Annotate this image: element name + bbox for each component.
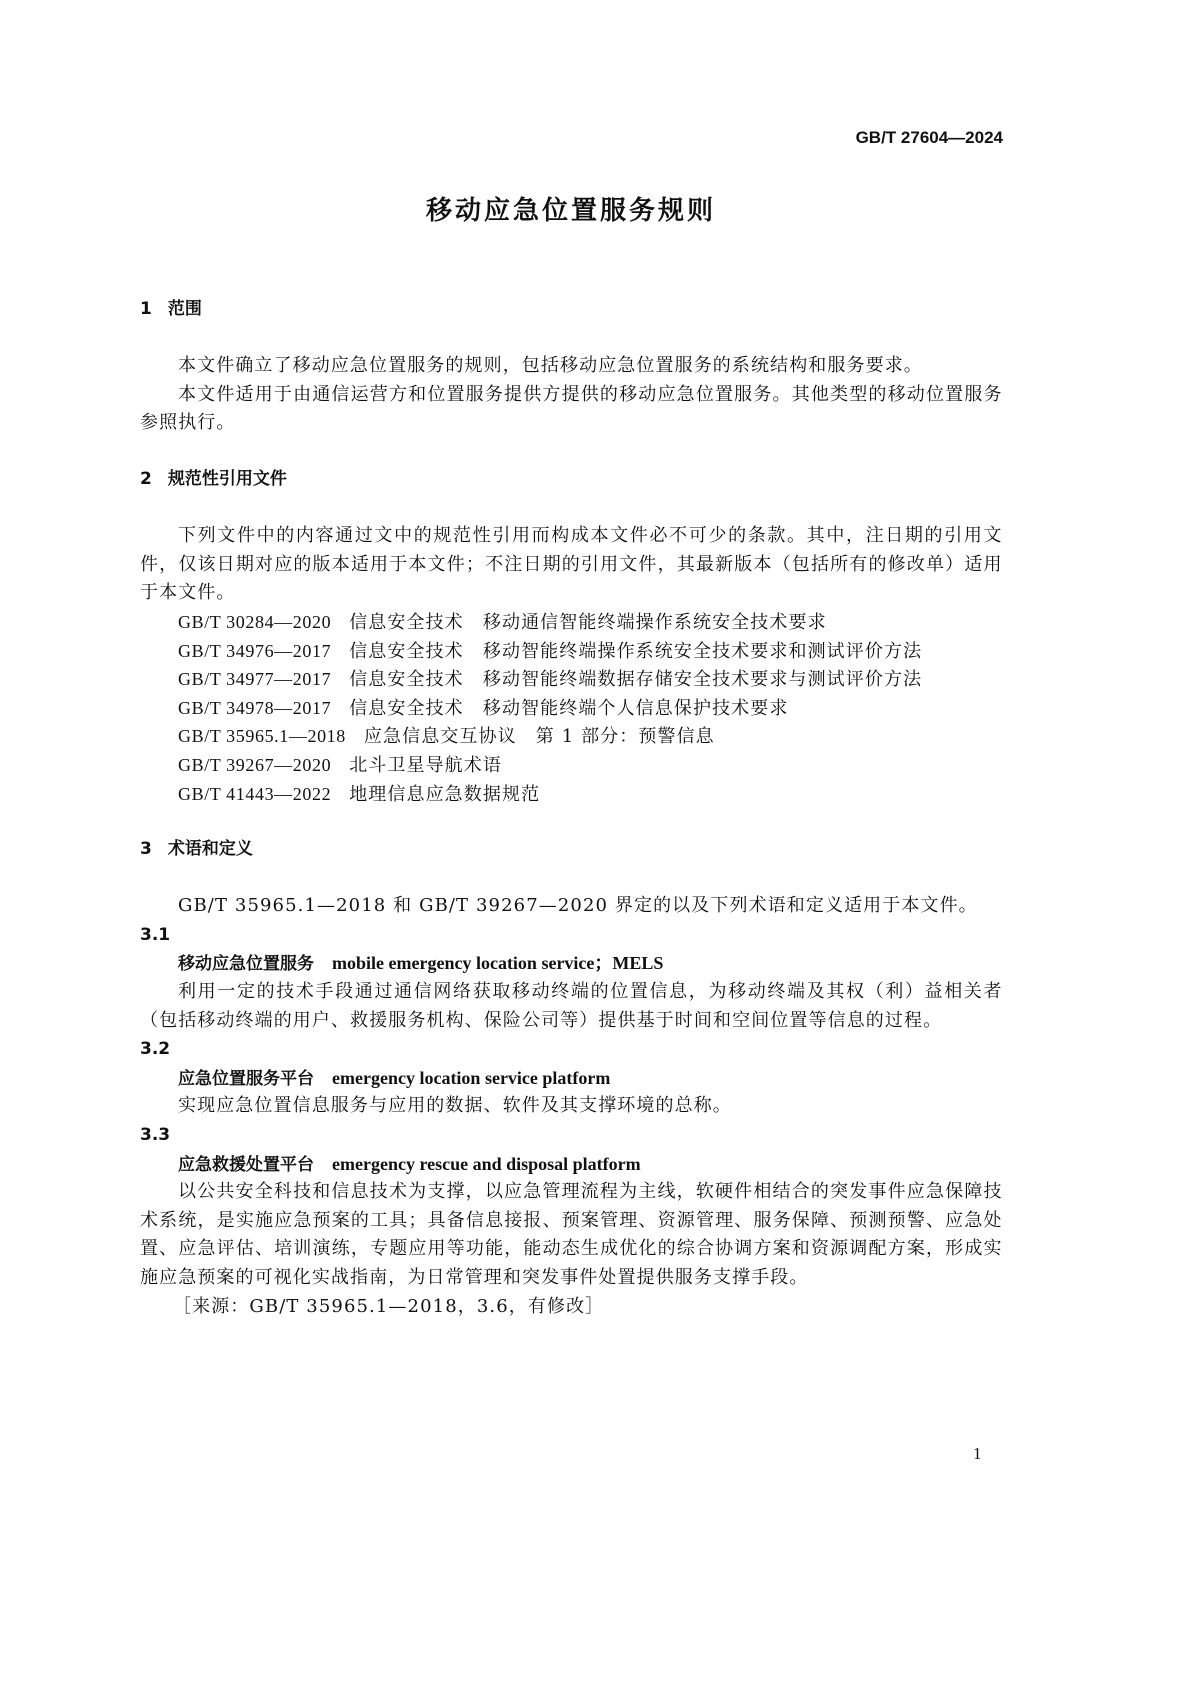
definition-line: 施应急预案的可视化实战指南，为日常管理和突发事件处置提供服务支撑手段。 [140, 1267, 809, 1288]
section-heading-normative-references [140, 465, 1002, 494]
reference-item [140, 637, 1002, 666]
reference-title: 信息安全技术 移动智能终端操作系统安全技术要求和测试评价方法 [349, 640, 923, 662]
reference-title: 地理信息应急数据规范 [349, 783, 541, 805]
paragraph-line: 下列文件中的内容通过文中的规范性引用而构成本文件必不可少的条款。其中，注日期的引用文 [178, 525, 1002, 547]
paragraph-line: 本文件适用于由通信运营方和位置服务提供方提供的移动应急位置服务。其他类型的移动位置服务 [178, 383, 1002, 405]
reference-code: GB/T 34978—2017 [178, 697, 332, 718]
clause-number: 3.2 [140, 1039, 171, 1060]
reference-code: GB/T 34976—2017 [178, 640, 332, 661]
reference-title: 信息安全技术 移动通信智能终端操作系统安全技术要求 [349, 611, 827, 633]
definition-line: （包括移动终端的用户、救援服务机构、保险公司等）提供基于时间和空间位置等信息的过程。 [140, 1009, 943, 1031]
reference-item [140, 608, 1002, 637]
clause-number: 3.1 [140, 924, 171, 945]
definition-source: ［来源：GB/T 35965.1—2018，3.6，有修改］ [173, 1295, 605, 1317]
reference-item [140, 722, 1002, 751]
definition-line: 利用一定的技术手段通过通信网络获取移动终端的位置信息，为移动终端及其权（利）益相关者 [178, 981, 1002, 1003]
term-english: emergency rescue and disposal platform [332, 1153, 641, 1174]
paragraph-line: 参照执行。 [140, 412, 236, 434]
reference-code: GB/T 39267—2020 [178, 754, 332, 775]
reference-code: GB/T 35965.1—2018 [178, 726, 346, 747]
term-entry [140, 949, 1002, 978]
term-english: mobile emergency location service；MELS [332, 953, 664, 974]
definition-line: 以公共安全科技和信息技术为支撑，以应急管理流程为主线，软硬件相结合的突发事件应急保障技 [178, 1181, 1002, 1203]
term-english: emergency location service platform [332, 1067, 611, 1088]
reference-code: GB/T 34977—2017 [178, 669, 332, 690]
reference-item [140, 665, 1002, 694]
clause-number: 3.3 [140, 1125, 171, 1146]
section-number: 2 [140, 468, 152, 489]
document-body [140, 295, 1002, 1321]
document-title: 移动应急位置服务规则 [425, 196, 716, 226]
section-number: 1 [140, 299, 152, 319]
section-title: 范围 [167, 299, 202, 319]
term-entry [140, 1150, 1002, 1179]
reference-title: 应急信息交互协议 第 1 部分：预警信息 [363, 726, 715, 748]
reference-code: GB/T 30284—2020 [178, 611, 332, 632]
paragraph-line: 本文件确立了移动应急位置服务的规则，包括移动应急位置服务的系统结构和服务要求。 [178, 355, 923, 377]
term-entry [140, 1064, 1002, 1093]
section-number: 3 [140, 839, 152, 860]
reference-code: GB/T 41443—2022 [178, 783, 332, 804]
section-heading-terms [140, 835, 1002, 864]
definition-line: 实现应急位置信息服务与应用的数据、软件及其支撑环境的总称。 [178, 1095, 732, 1117]
paragraph-line: 于本文件。 [140, 582, 236, 604]
page-number: 1 [973, 1444, 982, 1463]
paragraph-line: GB/T 35965.1—2018 和 GB/T 39267—2020 界定的以及下列术语和定义适用于本文件。 [178, 895, 978, 917]
definition-line: 置、应急评估、培训演练，专题应用等功能，能动态生成优化的综合协调方案和资源调配方案，形成实 [140, 1238, 1002, 1260]
reference-item [140, 751, 1002, 780]
reference-title: 信息安全技术 移动智能终端个人信息保护技术要求 [349, 697, 789, 719]
term-chinese: 应急救援处置平台 [178, 1154, 314, 1175]
term-chinese: 移动应急位置服务 [178, 954, 314, 975]
definition-line: 术系统，是实施应急预案的工具；具备信息接报、预案管理、资源管理、服务保障、预测预警、应急处 [140, 1209, 1002, 1231]
reference-item [140, 780, 1002, 809]
standard-number: GB/T 27604—2024 [855, 128, 1003, 147]
reference-item [140, 694, 1002, 723]
paragraph-line: 件，仅该日期对应的版本适用于本文件；不注日期的引用文件，其最新版本（包括所有的修改单）适用 [140, 553, 1002, 575]
section-title: 术语和定义 [167, 839, 253, 860]
term-chinese: 应急位置服务平台 [178, 1068, 314, 1089]
section-title: 规范性引用文件 [167, 468, 287, 489]
section-heading-scope [140, 295, 1002, 324]
reference-title: 北斗卫星导航术语 [349, 754, 502, 776]
reference-title: 信息安全技术 移动智能终端数据存储安全技术要求与测试评价方法 [349, 669, 923, 691]
